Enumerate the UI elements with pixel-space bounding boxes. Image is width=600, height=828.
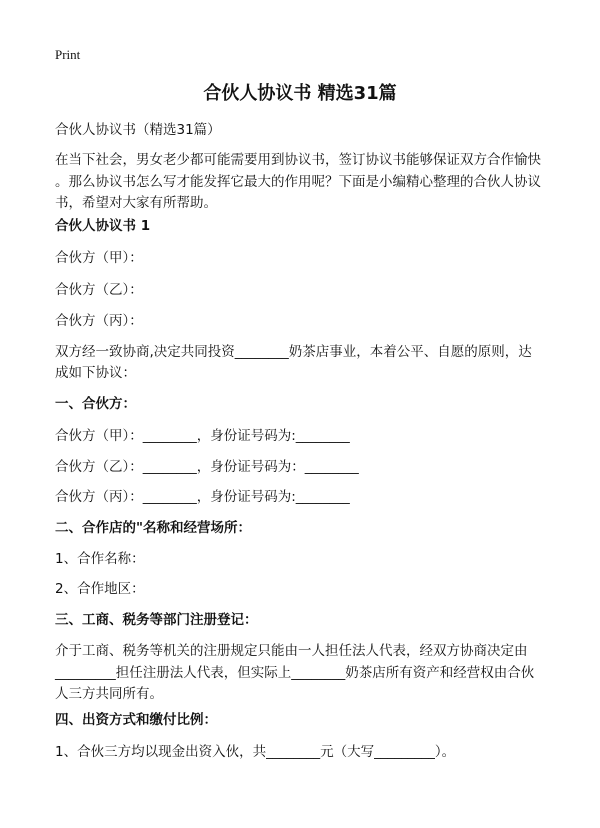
clause-para-line: 介于工商、税务等机关的注册规定只能由一人担任法人代表，经双方协商决定由 xyxy=(55,643,528,659)
party-line: 合伙方（丙）： xyxy=(55,313,143,329)
clause-heading: 一、合伙方： xyxy=(55,396,136,412)
party-line: 合伙方（乙）： xyxy=(55,282,143,298)
clause-para-line: 人三方共同所有。 xyxy=(55,686,163,702)
clause-item: 1、合伙三方均以现金出资入伙，共________元（大写_________）。 xyxy=(55,744,456,760)
party-line: 合伙方（甲）： xyxy=(55,250,143,266)
clause-item: 1、合作名称： xyxy=(55,551,145,567)
intro-line: 在当下社会，男女老少都可能需要用到协议书，签订协议书能够保证双方合作愉快 xyxy=(55,152,541,168)
clause-para-line: _________担任注册法人代表，但实际上________奶茶店所有资产和经营权由合伙 xyxy=(55,665,535,681)
clause-heading: 三、工商、税务等部门注册登记： xyxy=(55,612,258,628)
page-title: 合伙人协议书 精选31篇 xyxy=(203,83,397,104)
intro-line: 书，希望对大家有所帮助。 xyxy=(55,195,217,211)
clause-heading: 四、出资方式和缴付比例： xyxy=(55,712,217,728)
clause-heading: 二、合作店的"名称和经营场所： xyxy=(55,520,252,536)
agreement-line: 双方经一致协商,决定共同投资________奶茶店事业，本着公平、自愿的原则，达 xyxy=(55,344,532,360)
party-id-line: 合伙方（甲）：________，身份证号码为:________ xyxy=(55,428,350,444)
print-link[interactable]: Print xyxy=(55,47,81,62)
clause-item: 2、合作地区： xyxy=(55,581,145,597)
party-id-line: 合伙方（丙）：________，身份证号码为:________ xyxy=(55,489,350,505)
party-id-line: 合伙方（乙）：________，身份证号码为：________ xyxy=(55,459,359,475)
section-heading: 合伙人协议书 1 xyxy=(55,218,151,234)
subtitle: 合伙人协议书（精选31篇） xyxy=(55,122,221,138)
intro-line: 。那么协议书怎么写才能发挥它最大的作用呢？下面是小编精心整理的合伙人协议 xyxy=(55,174,541,190)
agreement-line: 成如下协议： xyxy=(55,365,136,381)
